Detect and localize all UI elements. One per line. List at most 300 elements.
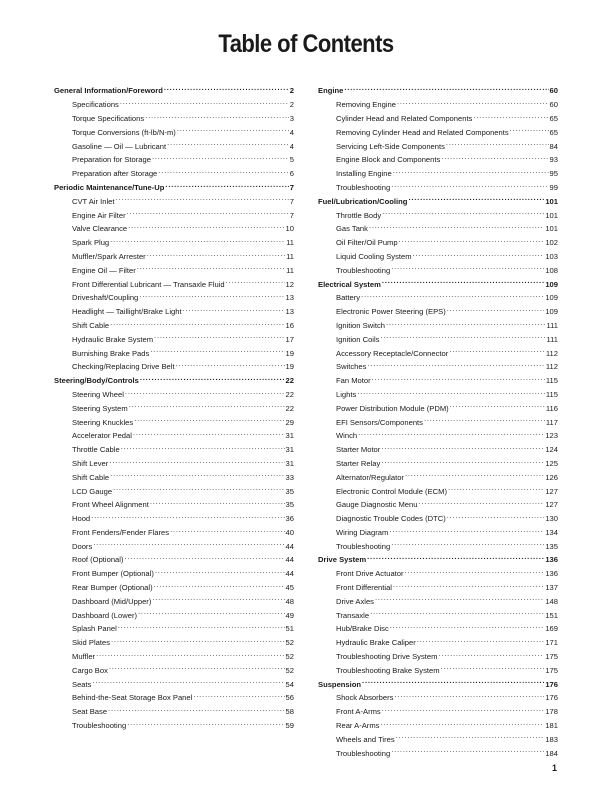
toc-entry[interactable] [318,593,558,607]
toc-entry[interactable] [54,207,294,221]
toc-entry-page: 130 [545,514,558,524]
toc-entry-label: Preparation for Storage [72,155,151,165]
toc-entry-label: Suspension [318,679,362,689]
toc-entry[interactable] [318,262,558,276]
toc-entry-label: Spark Plug [72,238,110,248]
toc-entry-page: 99 [549,182,558,192]
toc-entry-label: Valve Clearance [72,224,128,234]
dot-leader [134,414,284,424]
toc-entry[interactable] [54,290,294,304]
toc-entry-page: 109 [545,279,558,289]
dot-leader [391,538,544,548]
toc-entry[interactable] [318,235,558,249]
toc-entry[interactable] [318,290,558,304]
toc-entry-label: EFI Sensors/Components [336,417,423,427]
dot-leader [358,428,544,438]
toc-entry-label: Steering System [72,403,128,413]
toc-entry[interactable] [54,166,294,180]
toc-entry-label: Installing Engine [336,169,392,179]
dot-leader [397,97,549,107]
dot-leader [390,621,545,631]
dot-leader [393,580,544,590]
toc-entry[interactable] [54,414,294,428]
toc-entry[interactable] [54,262,294,276]
toc-entry-page: 101 [545,196,558,206]
toc-entry-page: 40 [285,527,294,537]
toc-entry[interactable] [318,649,558,663]
dot-leader [96,649,284,659]
toc-entry[interactable] [54,469,294,483]
toc-entry-page: 7 [289,210,294,220]
toc-section-entry[interactable] [318,276,558,290]
toc-entry-page: 112 [545,348,558,358]
toc-entry[interactable] [318,538,558,552]
toc-entry[interactable] [54,704,294,718]
toc-entry-page: 101 [545,224,558,234]
toc-section-entry[interactable] [318,83,558,97]
toc-entry[interactable] [54,304,294,318]
toc-entry[interactable] [54,662,294,676]
toc-entry-page: 125 [545,458,558,468]
toc-entry[interactable] [54,249,294,263]
dot-leader [167,138,289,148]
toc-entry[interactable] [318,456,558,470]
toc-entry-label: Hydraulic Brake Caliper [336,638,416,648]
toc-entry[interactable] [318,152,558,166]
toc-entry-label: Doors [72,541,93,551]
toc-entry-page: 60 [549,86,558,96]
dot-leader [137,262,285,272]
toc-entry[interactable] [318,111,558,125]
toc-entry[interactable] [318,662,558,676]
toc-entry[interactable] [54,442,294,456]
toc-entry-label: LCD Gauge [72,486,113,496]
toc-entry-page: 183 [545,734,558,744]
toc-entry[interactable] [318,497,558,511]
dot-leader [193,690,284,700]
toc-entry[interactable] [54,428,294,442]
toc-entry-label: Front Fenders/Fender Flares [72,527,170,537]
toc-entry-page: 51 [285,624,294,634]
toc-entry[interactable] [318,566,558,580]
dot-leader [127,207,289,217]
toc-entry-page: 31 [285,445,294,455]
dot-leader [110,469,284,479]
toc-entry[interactable] [318,166,558,180]
dot-leader [118,621,285,631]
dot-leader [413,249,545,259]
dot-leader [113,483,284,493]
toc-entry-label: CVT Air Inlet [72,196,115,206]
toc-entry-label: Electronic Control Module (ECM) [336,486,447,496]
toc-entry[interactable] [318,731,558,745]
toc-entry[interactable] [54,276,294,290]
toc-entry-page: 19 [285,348,294,358]
toc-entry-page: 136 [545,555,558,565]
toc-entry-page: 35 [285,500,294,510]
toc-entry[interactable] [54,456,294,470]
toc-entry-page: 3 [289,113,294,123]
toc-entry-page: 134 [545,527,558,537]
toc-entry[interactable] [318,304,558,318]
dot-leader [125,552,285,562]
toc-entry-label: Burnishing Brake Pads [72,348,150,358]
toc-entry-label: Starter Motor [336,445,381,455]
toc-entry-page: 56 [285,693,294,703]
toc-entry[interactable] [54,221,294,235]
toc-entry[interactable] [318,400,558,414]
toc-entry[interactable] [54,635,294,649]
toc-entry[interactable] [318,180,558,194]
toc-section-entry[interactable] [318,552,558,566]
dot-leader [447,304,545,314]
toc-entry-page: 181 [545,721,558,731]
dot-leader [396,731,545,741]
toc-entry-page: 111 [546,334,558,344]
toc-entry[interactable] [54,331,294,345]
dot-leader [110,318,284,328]
toc-section-entry[interactable] [54,373,294,387]
dot-leader [441,662,545,672]
toc-entry-label: Troubleshooting [336,748,391,758]
toc-entry-page: 115 [545,389,558,399]
dot-leader [381,456,544,466]
dot-leader [121,442,285,452]
toc-entry-page: 148 [545,596,558,606]
dot-leader [127,718,284,728]
toc-entry[interactable] [54,359,294,373]
toc-entry-label: Hub/Brake Disc [336,624,389,634]
dot-leader [93,538,284,548]
toc-entry-page: 176 [545,679,558,689]
toc-section-entry[interactable] [54,83,294,97]
toc-entry[interactable] [54,552,294,566]
toc-section-entry[interactable] [54,180,294,194]
dot-leader [369,221,544,231]
dot-leader [372,373,545,383]
toc-entry[interactable] [54,97,294,111]
toc-entry[interactable] [318,635,558,649]
toc-entry-label: Gauge Diagnostic Menu [336,500,418,510]
toc-entry[interactable] [318,138,558,152]
toc-entry-page: 44 [285,541,294,551]
toc-entry-label: Steering Wheel [72,389,124,399]
dot-leader [424,414,545,424]
toc-entry-page: 22 [285,403,294,413]
dot-leader [110,235,285,245]
dot-leader [125,387,285,397]
toc-entry[interactable] [318,745,558,759]
toc-entry-page: 10 [285,224,294,234]
toc-entry[interactable] [318,414,558,428]
toc-entry-page: 4 [289,127,294,137]
toc-entry[interactable] [54,111,294,125]
toc-entry-page: 36 [285,514,294,524]
toc-entry[interactable] [318,428,558,442]
toc-entry[interactable] [54,676,294,690]
toc-entry[interactable] [54,607,294,621]
dot-leader [92,676,284,686]
dot-leader [150,497,285,507]
dot-leader [394,690,544,700]
toc-entry[interactable] [54,235,294,249]
toc-entry-label: Engine Block and Components [336,155,441,165]
toc-entry-label: Front Bumper (Optional) [72,569,154,579]
toc-entry-page: 108 [545,265,558,275]
toc-entry-page: 102 [545,238,558,248]
toc-entry[interactable] [318,207,558,221]
toc-entry-page: 65 [549,113,558,123]
dot-leader [386,318,545,328]
toc-entry[interactable] [318,373,558,387]
toc-entry-label: Cylinder Head and Related Components [336,113,473,123]
toc-entry-label: Front Differential Lubricant — Transaxle Fluid [72,279,225,289]
dot-leader [139,290,284,300]
toc-entry-page: 116 [545,403,558,413]
dot-leader [176,359,285,369]
dot-leader [138,607,285,617]
toc-entry-page: 95 [549,169,558,179]
toc-entry-label: Preparation after Storage [72,169,158,179]
toc-entry-label: Behind-the-Seat Storage Box Panel [72,693,193,703]
toc-entry[interactable] [318,483,558,497]
toc-entry-page: 2 [289,86,294,96]
toc-entry[interactable] [54,580,294,594]
toc-entry[interactable] [318,318,558,332]
dot-leader [367,359,545,369]
dot-leader [111,635,285,645]
toc-entry-page: 31 [285,431,294,441]
toc-entry[interactable] [54,511,294,525]
toc-entry-label: Battery [336,293,361,303]
toc-entry[interactable] [318,704,558,718]
toc-entry[interactable] [54,621,294,635]
dot-leader [375,593,544,603]
toc-entry-page: 93 [549,155,558,165]
toc-entry[interactable] [318,621,558,635]
toc-entry-page: 52 [285,638,294,648]
toc-entry-page: 101 [545,210,558,220]
toc-entry-page: 126 [545,472,558,482]
toc-entry-label: Dashboard (Mid/Upper) [72,596,152,606]
toc-entry-label: Muffler/Spark Arrester [72,251,146,261]
toc-entry-page: 135 [545,541,558,551]
toc-entry[interactable] [54,566,294,580]
dot-leader [362,676,544,686]
toc-entry[interactable] [54,124,294,138]
toc-entry-label: Headlight — Taillight/Brake Light [72,307,182,317]
toc-entry-page: 22 [285,376,294,386]
toc-entry[interactable] [54,593,294,607]
dot-leader [109,456,284,466]
toc-section-entry[interactable] [318,676,558,690]
dot-leader [370,607,544,617]
toc-entry[interactable] [318,580,558,594]
toc-entry-page: 7 [289,182,294,192]
toc-entry-page: 60 [549,100,558,110]
toc-entry-page: 11 [286,251,294,261]
toc-entry-page: 127 [545,486,558,496]
dot-leader [183,304,285,314]
toc-entry-page: 44 [285,555,294,565]
toc-entry[interactable] [318,249,558,263]
toc-entry[interactable] [318,607,558,621]
toc-entry[interactable] [54,387,294,401]
toc-entry-label: Engine Air Filter [72,210,126,220]
toc-section-entry[interactable] [318,193,558,207]
dot-leader [357,387,545,397]
toc-entry[interactable] [54,525,294,539]
toc-entry-label: Torque Conversions (ft-lb/N-m) [72,127,176,137]
toc-entry-page: 58 [285,707,294,717]
toc-entry-label: Shift Lever [72,458,109,468]
toc-entry-page: 2 [289,100,294,110]
toc-entry-label: Electrical System [318,279,381,289]
dot-leader [510,124,549,134]
dot-leader [226,276,285,286]
toc-entry-label: Engine Oil — Filter [72,265,136,275]
toc-entry-label: Shift Cable [72,320,110,330]
toc-entry[interactable] [54,400,294,414]
dot-leader [147,249,285,259]
toc-entry-label: Front Drive Actuator [336,569,404,579]
toc-entry-label: Drive Axles [336,596,374,606]
dot-leader [165,180,288,190]
toc-entry-label: Accelerator Pedal [72,431,132,441]
dot-leader [108,704,285,714]
toc-entry-page: 124 [545,445,558,455]
dot-leader [129,400,285,410]
dot-leader [116,193,289,203]
toc-entry-label: Rear A-Arms [336,721,380,731]
toc-entry-page: 127 [545,500,558,510]
toc-entry-page: 29 [285,417,294,427]
toc-entry-label: Torque Specifications [72,113,145,123]
dot-leader [446,138,549,148]
toc-entry-page: 84 [549,141,558,151]
toc-entry-page: 35 [285,486,294,496]
toc-entry-label: Roof (Optional) [72,555,124,565]
toc-entry-label: Diagnostic Trouble Codes (DTC) [336,514,446,524]
toc-entry-page: 31 [285,458,294,468]
toc-entry-label: Front A-Arms [336,707,381,717]
dot-leader [177,124,289,134]
toc-entry-page: 5 [289,155,294,165]
toc-entry[interactable] [318,469,558,483]
toc-entry-page: 171 [545,638,558,648]
toc-entry-label: Alternator/Regulator [336,472,404,482]
dot-leader [405,566,545,576]
toc-entry[interactable] [54,483,294,497]
toc-entry-label: Removing Cylinder Head and Related Components [336,127,509,137]
dot-leader [367,552,544,562]
toc-entry[interactable] [54,497,294,511]
toc-entry-label: Shock Absorbers [336,693,394,703]
toc-entry[interactable] [318,511,558,525]
dot-leader [154,580,285,590]
toc-entry-label: Wiring Diagram [336,527,389,537]
toc-entry-label: Drive System [318,555,367,565]
dot-leader [382,704,545,714]
toc-entry-label: Troubleshooting Brake System [336,665,440,675]
toc-entry-label: Throttle Cable [72,445,120,455]
toc-entry-label: Winch [336,431,358,441]
dot-leader [109,662,285,672]
toc-entry-label: Troubleshooting [72,721,127,731]
toc-entry[interactable] [318,387,558,401]
toc-entry[interactable] [318,718,558,732]
toc-entry[interactable] [54,138,294,152]
toc-entry[interactable] [54,345,294,359]
toc-entry[interactable] [54,318,294,332]
dot-leader [145,111,289,121]
toc-entry-page: 111 [546,320,558,330]
toc-entry[interactable] [54,718,294,732]
dot-leader [473,111,548,121]
dot-leader [133,428,285,438]
toc-left-column [54,83,294,731]
dot-leader [382,207,544,217]
toc-entry-page: 16 [285,320,294,330]
toc-entry-page: 7 [289,196,294,206]
toc-entry-label: Troubleshooting [336,541,391,551]
dot-leader [408,193,544,203]
dot-leader [391,180,548,190]
toc-entry-page: 22 [285,389,294,399]
toc-entry-page: 176 [545,693,558,703]
toc-entry[interactable] [318,359,558,373]
toc-entry-page: 13 [285,293,294,303]
toc-entry-page: 13 [285,307,294,317]
toc-entry[interactable] [318,221,558,235]
toc-entry[interactable] [54,538,294,552]
toc-entry-label: Liquid Cooling System [336,251,412,261]
dot-leader [449,345,545,355]
toc-entry[interactable] [318,97,558,111]
toc-entry-label: Engine [318,86,344,96]
toc-entry-label: Front Differential [336,583,392,593]
dot-leader [382,276,544,286]
dot-leader [393,166,549,176]
toc-entry-page: 4 [289,141,294,151]
dot-leader [361,290,544,300]
toc-entry[interactable] [318,345,558,359]
toc-entry[interactable] [318,690,558,704]
dot-leader [380,718,544,728]
page-title: Table of Contents [218,30,394,58]
toc-entry-label: Fuel/Lubrication/Cooling [318,196,408,206]
dot-leader [447,511,545,521]
toc-entry-page: 184 [545,748,558,758]
toc-entry[interactable] [318,442,558,456]
toc-entry[interactable] [318,525,558,539]
toc-entry[interactable] [54,152,294,166]
toc-entry-label: Specifications [72,100,119,110]
toc-entry-page: 175 [545,652,558,662]
toc-entry[interactable] [318,331,558,345]
toc-entry-label: Seat Base [72,707,108,717]
toc-entry-label: Transaxle [336,610,370,620]
toc-entry[interactable] [318,124,558,138]
toc-entry-page: 54 [285,679,294,689]
toc-entry[interactable] [54,690,294,704]
dot-leader [155,566,285,576]
toc-entry[interactable] [54,193,294,207]
toc-entry[interactable] [54,649,294,663]
toc-entry-label: Seats [72,679,92,689]
toc-entry-label: Periodic Maintenance/Tune-Up [54,182,165,192]
toc-entry-page: 137 [545,583,558,593]
